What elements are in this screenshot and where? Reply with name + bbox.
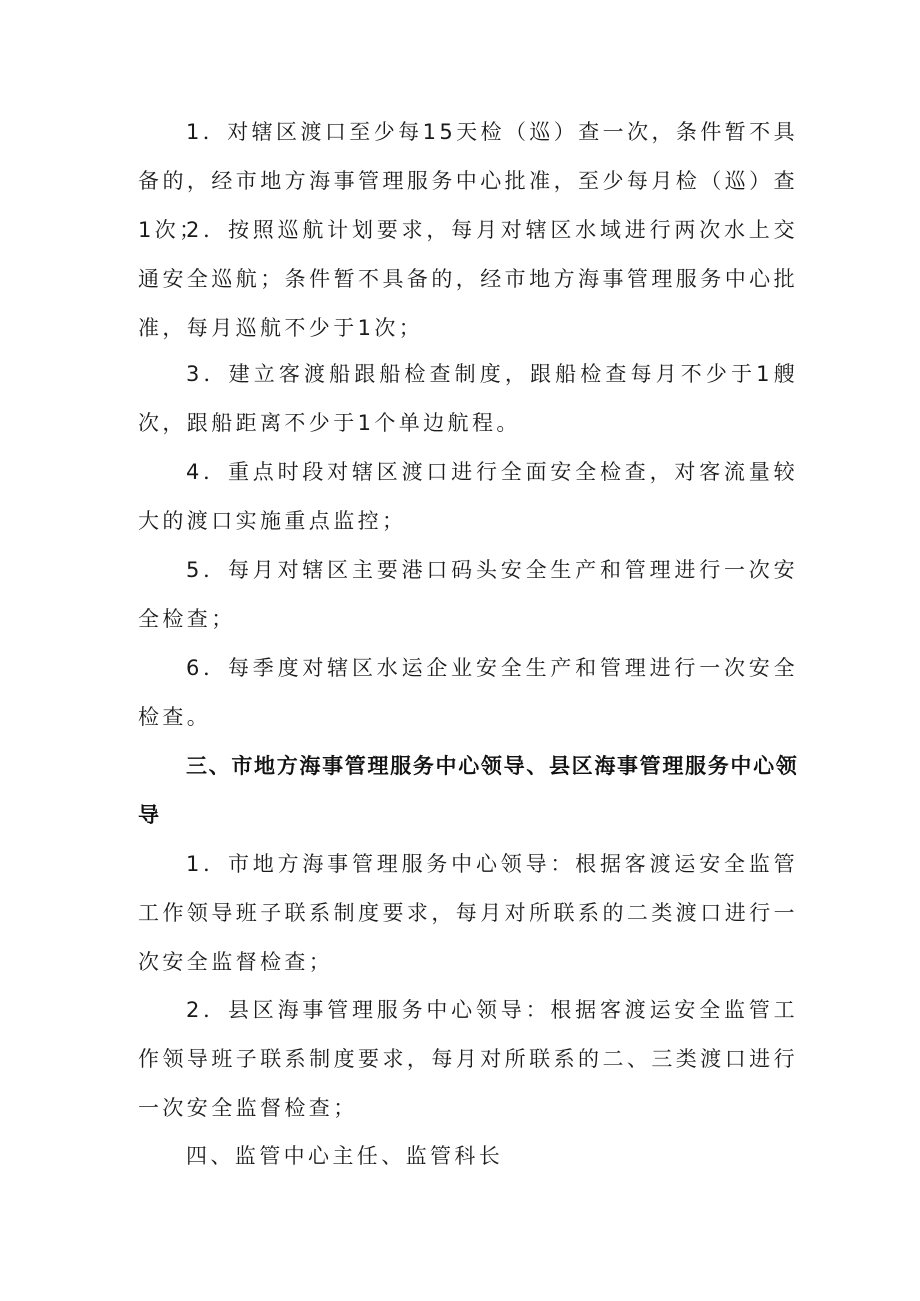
paragraph-item-2: 2．按照巡航计划要求，每月对辖区水域进行两次水上交通安全巡航；条件暂不具备的，经市地方海事管理服务中心批准，每月巡航不少于1次； <box>138 218 798 340</box>
paragraph-item-6: 6．每季度对辖区水运企业安全生产和管理进行一次安全检查。 <box>138 656 798 729</box>
paragraph-item-3: 3．建立客渡船跟船检查制度，跟船检查每月不少于1艘次，跟船距离不少于1个单边航程。 <box>138 362 798 435</box>
paragraph-leader-1: 1．市地方海事管理服务中心领导：根据客渡运安全监管工作领导班子联系制度要求，每月对所联系的二类渡口进行一次安全监督检查； <box>138 852 798 974</box>
paragraph-leader-2: 2．县区海事管理服务中心领导：根据客渡运安全监管工作领导班子联系制度要求，每月对所联系的二、三类渡口进行一次安全监督检查； <box>138 998 798 1120</box>
section-heading-3: 三、市地方海事管理服务中心领导、县区海事管理服务中心领导 <box>138 754 798 827</box>
paragraph-item-1: 1．对辖区渡口至少每15天检（巡）查一次，条件暂不具备的，经市地方海事管理服务中心批准，至少每月检（巡）查1次； <box>138 120 798 242</box>
section-heading-4: 四、监管中心主任、监管科长 <box>186 1144 504 1168</box>
paragraph-item-4: 4．重点时段对辖区渡口进行全面安全检查，对客流量较大的渡口实施重点监控； <box>138 460 798 533</box>
paragraph-item-5: 5．每月对辖区主要港口码头安全生产和管理进行一次安全检查； <box>138 558 798 631</box>
